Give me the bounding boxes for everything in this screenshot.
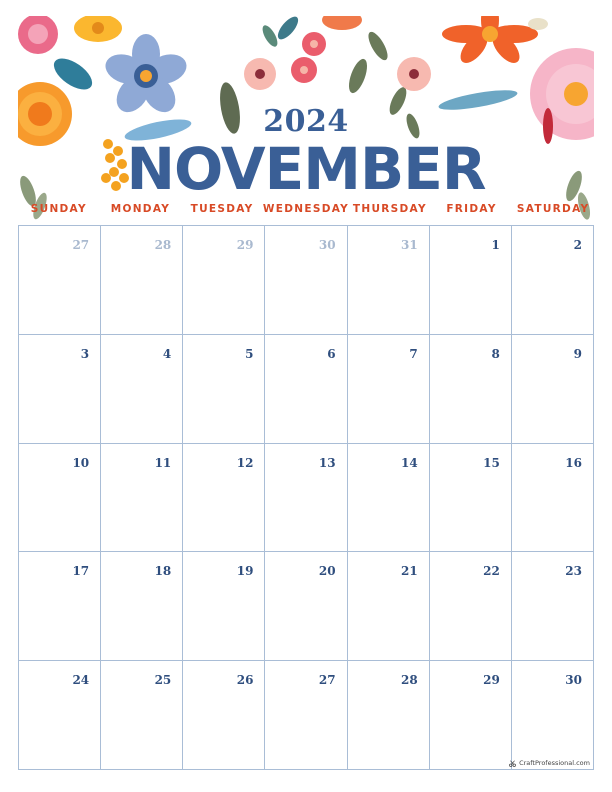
day-number: 6	[327, 346, 336, 361]
day-number: 30	[318, 238, 336, 252]
site-credit	[509, 759, 590, 767]
day-cell	[19, 552, 101, 661]
day-number: 31	[401, 238, 418, 252]
day-cell	[348, 226, 430, 335]
day-number: 18	[154, 564, 172, 579]
day-cell	[101, 444, 183, 553]
day-number: 25	[154, 673, 172, 688]
day-cell	[183, 335, 265, 444]
day-cell	[183, 552, 265, 661]
day-number: 23	[565, 564, 582, 579]
day-number: 21	[401, 564, 418, 579]
weekday-label-wednesday: WEDNESDAY	[262, 203, 350, 215]
day-cell	[19, 661, 101, 770]
day-number: 17	[72, 564, 90, 579]
weekday-label-friday: FRIDAY	[446, 203, 497, 215]
day-cell	[512, 661, 594, 770]
day-number: 29	[236, 238, 254, 252]
day-number: 28	[154, 238, 172, 252]
site-credit-text: CraftProfessional.com	[519, 759, 590, 767]
day-cell	[19, 335, 101, 444]
day-cell	[265, 226, 347, 335]
day-number: 19	[236, 564, 254, 579]
day-number: 26	[236, 673, 254, 688]
day-cell	[101, 661, 183, 770]
day-cell	[430, 444, 512, 553]
weekday-label-monday: MONDAY	[110, 203, 171, 215]
day-number: 3	[80, 346, 90, 361]
day-cell	[183, 226, 265, 335]
day-number: 4	[162, 346, 172, 361]
day-cell	[265, 552, 347, 661]
day-number: 20	[318, 564, 336, 579]
day-number: 30	[565, 673, 582, 688]
day-cell	[430, 335, 512, 444]
day-number: 29	[483, 673, 500, 688]
day-number: 22	[483, 564, 500, 579]
day-cell	[348, 335, 430, 444]
day-cell	[19, 226, 101, 335]
day-cell	[430, 226, 512, 335]
day-cell	[348, 552, 430, 661]
day-number: 27	[72, 238, 90, 252]
day-cell	[101, 226, 183, 335]
day-cell	[512, 444, 594, 553]
scissors-icon	[509, 760, 516, 767]
weekday-label-sunday: SUNDAY	[30, 203, 87, 215]
day-number: 24	[72, 673, 90, 688]
day-number: 7	[409, 346, 418, 361]
day-cell	[512, 226, 594, 335]
day-cell	[265, 444, 347, 553]
day-cell	[430, 552, 512, 661]
day-number: 16	[565, 455, 582, 470]
day-cell	[512, 552, 594, 661]
day-number: 1	[491, 238, 500, 252]
day-cell	[265, 335, 347, 444]
calendar-year: 2024	[263, 104, 349, 139]
weekday-label-thursday: THURSDAY	[352, 203, 427, 215]
day-number: 28	[401, 673, 418, 688]
weekday-label-tuesday: TUESDAY	[190, 203, 254, 215]
day-cell	[430, 661, 512, 770]
day-cell	[183, 661, 265, 770]
day-number: 9	[573, 346, 582, 361]
day-cell	[19, 444, 101, 553]
day-number: 15	[483, 455, 500, 470]
day-cell	[348, 661, 430, 770]
day-cell	[348, 444, 430, 553]
day-number: 27	[318, 673, 336, 688]
day-number: 11	[154, 455, 172, 470]
day-cell	[101, 335, 183, 444]
day-number: 2	[573, 238, 582, 252]
calendar-grid	[18, 225, 594, 770]
day-number: 5	[245, 346, 254, 361]
day-number: 14	[401, 455, 418, 470]
calendar-month-title: NOVEMBER	[126, 135, 486, 203]
weekday-header-row	[18, 203, 594, 221]
day-number: 10	[72, 455, 90, 470]
day-number: 12	[236, 455, 254, 470]
day-number: 13	[318, 455, 336, 470]
day-number: 8	[491, 346, 500, 361]
day-cell	[101, 552, 183, 661]
day-cell	[265, 661, 347, 770]
day-cell	[512, 335, 594, 444]
weekday-label-saturday: SATURDAY	[516, 203, 590, 215]
day-cell	[183, 444, 265, 553]
